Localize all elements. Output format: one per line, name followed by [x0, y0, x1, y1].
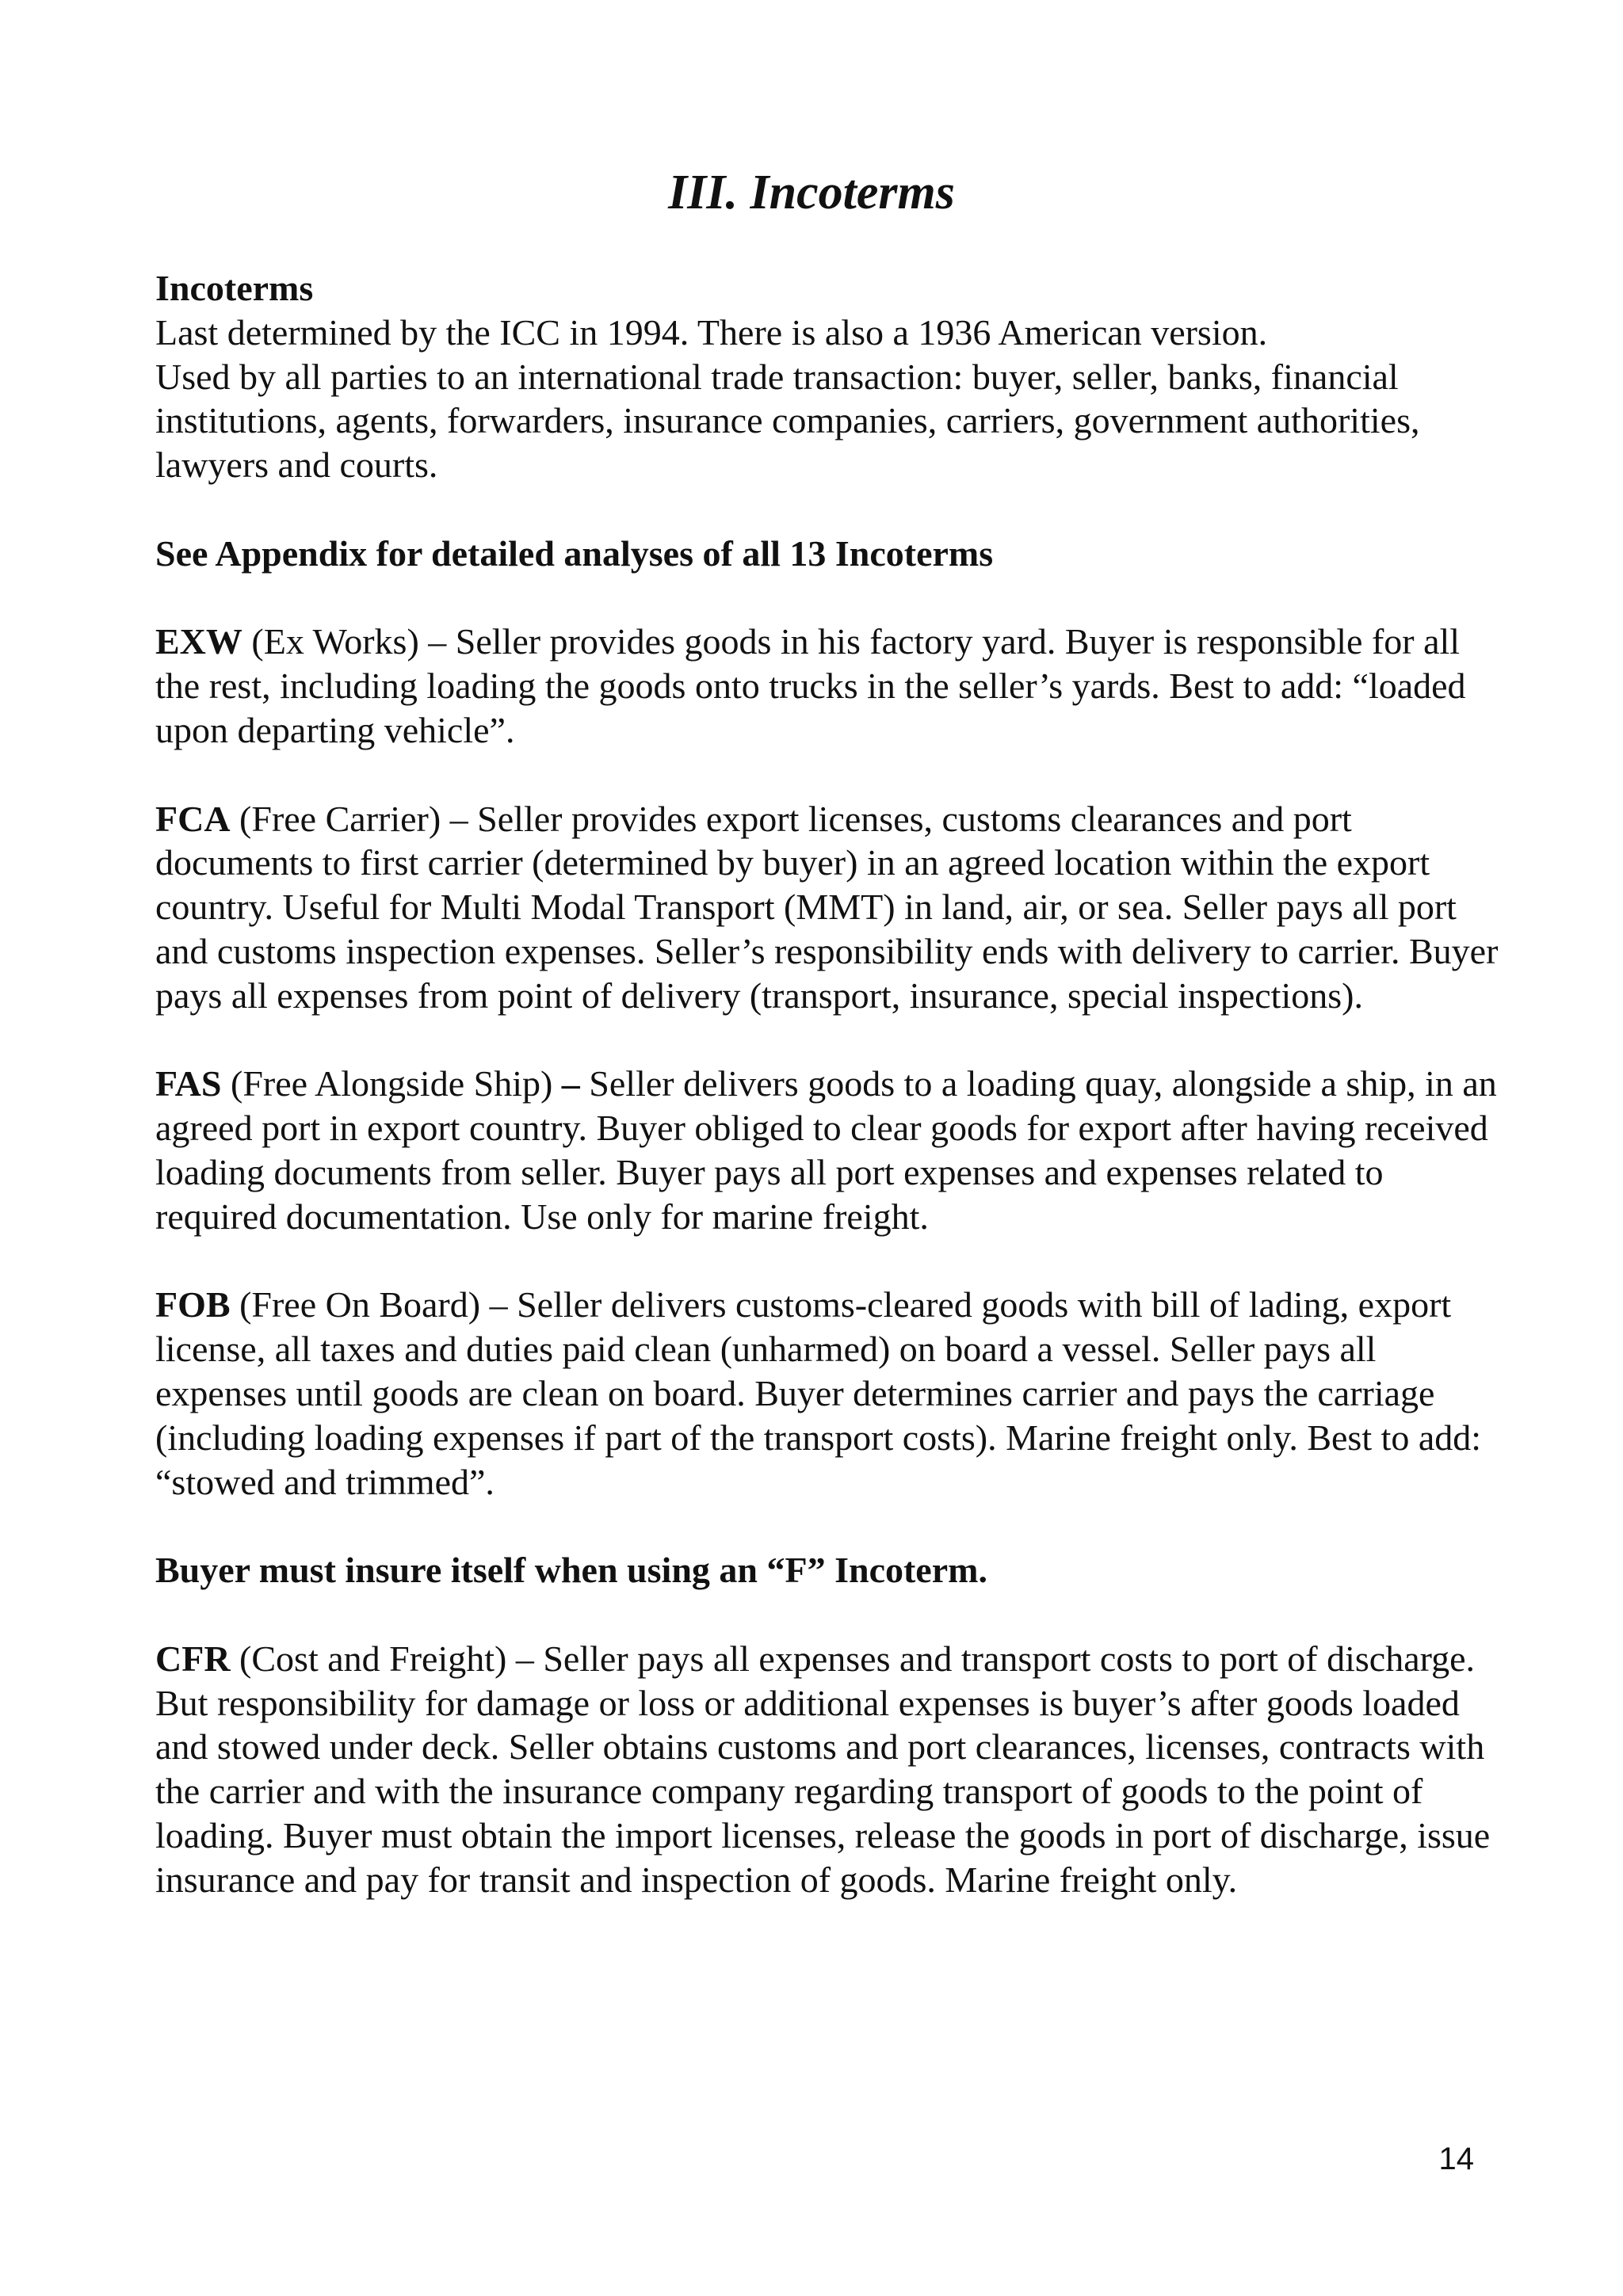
term-code-fob: FOB	[155, 1284, 231, 1325]
f-term-note: Buyer must insure itself when using an “F” Incoterm.	[155, 1550, 987, 1591]
term-fca	[155, 797, 1503, 1018]
intro-line-1: Last determined by the ICC in 1994. There is also a 1936 American version.	[155, 311, 1268, 353]
appendix-note: See Appendix for detailed analyses of all 13 Incoterms	[155, 532, 994, 574]
term-text-fob: (Free On Board) – Seller delivers customs-cleared goods with bill of lading, export license, all taxes and duties paid clean (unharmed) on board a vessel. Seller pays all expenses until goods are clean on board. Buyer determines carrier and pays the carriage (including loading expenses if part of the transport costs). Marine freight only. Best to add: “stowed and trimmed”.	[155, 1284, 1482, 1502]
term-code-fas: FAS	[155, 1063, 222, 1104]
term-exw	[155, 620, 1503, 752]
term-text-exw: (Ex Works) – Seller provides goods in his factory yard. Buyer is responsible for all the rest, including loading the goods onto trucks in the seller’s yards. Best to add: “loaded upon departing vehicle”.	[155, 621, 1466, 750]
intro-line-2: Used by all parties to an international trade transaction: buyer, seller, banks, financial institutions, agents, forwarders, insurance companies, carriers, government authorities, lawyers and courts.	[155, 356, 1420, 486]
document-body	[155, 266, 1503, 1901]
term-fob	[155, 1283, 1503, 1504]
term-text-fca: (Free Carrier) – Seller provides export licenses, customs clearances and port documents to first carrier (determined by buyer) in an agreed location within the export country. Useful for Multi Modal Transport (MMT) in land, air, or sea. Seller pays all port and customs inspection expenses. Seller’s responsibility ends with delivery to carrier. Buyer pays all expenses from point of delivery (transport, insurance, special inspections).	[155, 798, 1499, 1016]
page-title: III. Incoterms	[668, 166, 955, 219]
term-fas	[155, 1062, 1503, 1238]
intro-heading: Incoterms	[155, 268, 314, 308]
page-number: 14	[1438, 2142, 1474, 2176]
term-code-fca: FCA	[155, 798, 231, 839]
term-text-cfr: (Cost and Freight) – Seller pays all expenses and transport costs to port of discharge. But responsibility for damage or loss or additional expenses is buyer’s after goods loaded and stowed under deck. Seller obtains customs and port clearances, licenses, contracts with the carrier and with the insurance company regarding transport of goods to the point of loading. Buyer must obtain the import licenses, release the goods in port of discharge, issue insurance and pay for transit and inspection of goods. Marine freight only.	[155, 1638, 1491, 1900]
term-text-fas: Seller delivers goods to a loading quay, alongside a ship, in an agreed port in export country. Buyer obliged to clear goods for export after having received loading documents from seller. Buyer pays all port expenses and expenses related to required documentation. Use only for marine freight.	[155, 1063, 1497, 1237]
term-cfr	[155, 1637, 1503, 1902]
term-code-cfr: CFR	[155, 1638, 231, 1679]
term-code-exw: EXW	[155, 621, 242, 662]
term-name-fas: (Free Alongside Ship)	[221, 1063, 562, 1104]
term-dash-fas: –	[561, 1063, 580, 1104]
